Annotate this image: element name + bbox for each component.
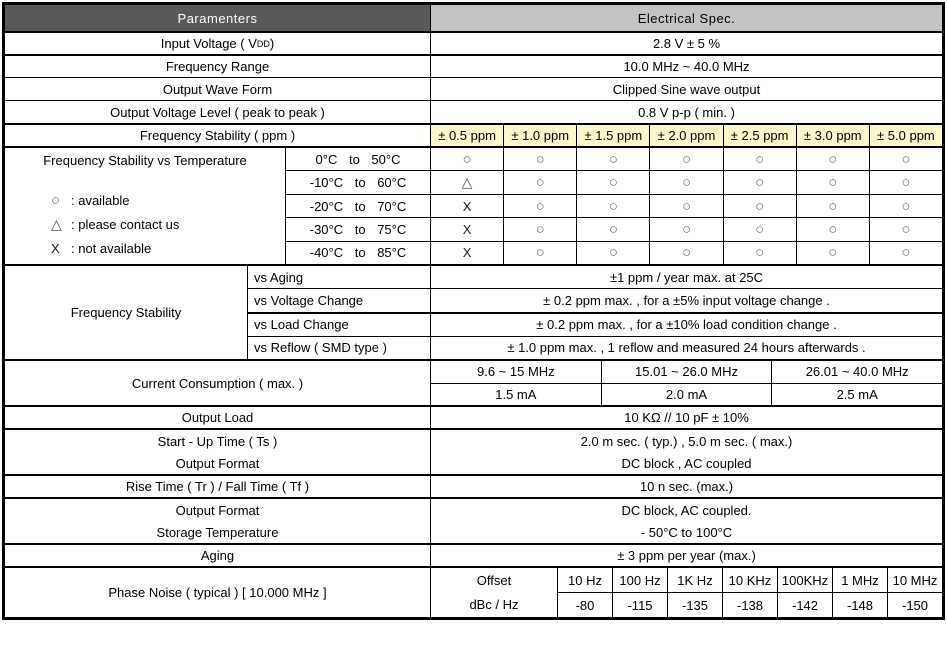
pn-column (777, 568, 832, 617)
availability-symbol: ○ (723, 195, 796, 217)
row-aging (5, 543, 942, 566)
frequency-stability-ppm-label: Frequency Stability ( ppm ) (139, 128, 296, 143)
availability-symbol: X (430, 242, 503, 264)
ppm-option-cell: ± 1.5 ppm (576, 125, 649, 146)
availability-symbol: X (430, 195, 503, 217)
input-voltage-label-close: ) (269, 36, 275, 51)
output-format-value: DC block , AC coupled (621, 455, 752, 471)
pn-offset: 100KHz (781, 572, 829, 588)
phase-noise-label: Phase Noise ( typical ) [ 10.000 MHz ] (108, 585, 327, 600)
row-input-voltage (5, 31, 942, 54)
row-output-voltage-level (5, 100, 942, 123)
fs-sub-value: ±1 ppm / year max. at 25C (430, 266, 942, 288)
availability-symbol: ○ (723, 148, 796, 170)
fs-sub-label: vs Aging (254, 269, 304, 285)
pn-offset: 10 Hz (568, 572, 602, 588)
pn-offset: 10 MHz (892, 572, 938, 588)
availability-symbol: ○ (796, 171, 869, 193)
output-format-label: Output Format (175, 455, 260, 471)
availability-symbol: ○ (869, 242, 942, 264)
ppm-option-cell: ± 0.5 ppm (430, 125, 503, 146)
availability-symbol: ○ (796, 242, 869, 264)
legend-text: : not available (71, 240, 152, 256)
triangle-symbol-icon: △ (51, 215, 62, 232)
frequency-stability-grid (247, 266, 942, 359)
temp-range: -40°C to 85°C (309, 245, 407, 261)
rise-fall-time-value: 10 n sec. (max.) (430, 476, 942, 497)
legend-item-not-available (51, 236, 285, 260)
output-format-storage-labels (5, 499, 430, 543)
output-voltage-level-value: 0.8 V p-p ( min. ) (430, 101, 942, 123)
temperature-availability-grid (285, 148, 942, 264)
output-format-value: DC block, AC coupled. (621, 502, 752, 518)
cc-column (601, 361, 772, 405)
spec-table (2, 2, 945, 620)
startup-time-value: 2.0 m sec. ( typ.) , 5.0 m sec. ( max.) (580, 433, 793, 449)
temp-grid-row (286, 241, 942, 264)
output-wave-form-value: Clipped Sine wave output (430, 78, 942, 100)
pn-column (832, 568, 887, 617)
pn-value: -148 (833, 592, 887, 617)
row-output-wave-form (5, 77, 942, 100)
section-phase-noise (5, 566, 942, 617)
fs-sub-label: vs Load Change (254, 317, 349, 333)
output-load-label: Output Load (181, 410, 254, 425)
pn-offset: 100 Hz (619, 572, 661, 588)
availability-symbol: ○ (503, 171, 576, 193)
fs-sub-value: ± 0.2 ppm max. , for a ±5% input voltage change . (430, 289, 942, 311)
row-output-load (5, 405, 942, 428)
pn-value: -80 (558, 592, 612, 617)
x-symbol-icon: X (51, 240, 60, 256)
availability-symbol: ○ (869, 195, 942, 217)
row-frequency-stability-ppm (5, 123, 942, 146)
cc-column (771, 361, 942, 405)
rise-fall-time-label: Rise Time ( Tr ) / Fall Time ( Tf ) (125, 479, 310, 494)
fs-sub-value: ± 1.0 ppm max. , 1 reflow and measured 24 hours afterwards . (430, 337, 942, 359)
section-frequency-stability (5, 264, 942, 359)
availability-symbol: ○ (503, 148, 576, 170)
cc-frequency-range: 26.01 ~ 40.0 MHz (805, 364, 909, 380)
input-voltage-label-text: Input Voltage ( V (160, 36, 257, 51)
temp-grid-row (286, 194, 942, 217)
vdd-subscript: DD (256, 38, 270, 49)
pn-column (667, 568, 722, 617)
ppm-option-cell: ± 3.0 ppm (796, 125, 869, 146)
availability-symbol: ○ (503, 242, 576, 264)
fs-row-load-change (248, 312, 942, 336)
availability-symbol: ○ (576, 148, 649, 170)
current-consumption-grid (430, 361, 942, 405)
availability-symbol: ○ (576, 242, 649, 264)
circle-symbol-icon: ○ (51, 191, 61, 209)
pn-value: -150 (888, 592, 942, 617)
availability-symbol: ○ (869, 148, 942, 170)
legend-item-available (51, 188, 285, 212)
ppm-option-cell: ± 2.5 ppm (723, 125, 796, 146)
cc-current-value: 2.0 mA (602, 383, 772, 406)
fs-row-reflow (248, 336, 942, 359)
availability-symbol: ○ (503, 195, 576, 217)
storage-temperature-value: - 50°C to 100°C (640, 524, 733, 540)
fs-row-voltage-change (248, 288, 942, 311)
availability-symbol: ○ (869, 171, 942, 193)
cc-frequency-range: 9.6 ~ 15 MHz (476, 364, 555, 380)
input-voltage-value: 2.8 V ± 5 % (430, 33, 942, 54)
section-current-consumption (5, 359, 942, 405)
availability-symbol: X (430, 218, 503, 240)
row-frequency-range (5, 54, 942, 77)
availability-symbol: ○ (723, 242, 796, 264)
availability-symbol: ○ (649, 171, 722, 193)
temp-range: -30°C to 75°C (309, 221, 407, 237)
legend-text: : please contact us (71, 216, 180, 232)
row-rise-fall-time (5, 474, 942, 497)
pn-column (612, 568, 667, 617)
phase-noise-grid (557, 568, 942, 617)
availability-legend (5, 188, 285, 264)
temp-range: -20°C to 70°C (309, 198, 407, 214)
availability-symbol: ○ (869, 218, 942, 240)
parameters-header: Paramenters (5, 5, 430, 31)
output-format-storage-values (430, 499, 942, 543)
cc-column (431, 361, 601, 405)
stability-vs-temperature-left-cell (5, 148, 285, 264)
pn-value: -138 (723, 592, 777, 617)
ppm-option-cell: ± 1.0 ppm (503, 125, 576, 146)
input-voltage-label (5, 33, 430, 54)
section-startup-time (5, 428, 942, 474)
storage-temperature-label: Storage Temperature (156, 524, 279, 540)
temp-range: -10°C to 60°C (309, 175, 407, 191)
temp-grid-row (286, 148, 942, 170)
availability-symbol: ○ (723, 171, 796, 193)
availability-symbol: ○ (649, 195, 722, 217)
pn-column (558, 568, 612, 617)
availability-symbol: ○ (576, 218, 649, 240)
header-row (5, 5, 942, 31)
availability-symbol: ○ (796, 148, 869, 170)
pn-offset: 1 MHz (841, 572, 879, 588)
temp-range: 0°C to 50°C (315, 151, 401, 167)
frequency-stability-label: Frequency Stability (70, 305, 182, 320)
section-output-format-storage (5, 497, 942, 543)
temp-grid-row (286, 217, 942, 240)
cc-current-value: 2.5 mA (772, 383, 942, 406)
fs-row-aging (248, 266, 942, 288)
legend-item-contact (51, 212, 285, 236)
output-voltage-level-label: Output Voltage Level ( peak to peak ) (110, 104, 325, 120)
fs-sub-value: ± 0.2 ppm max. , for a ±10% load condition change . (430, 314, 942, 336)
pn-value: -135 (668, 592, 722, 617)
offset-row-label: Offset (476, 572, 512, 588)
fs-sub-label: vs Reflow ( SMD type ) (254, 340, 387, 356)
stability-vs-temperature-title: Frequency Stability vs Temperature (43, 153, 247, 168)
cc-frequency-range: 15.01 ~ 26.0 MHz (635, 364, 738, 380)
fs-sub-label: vs Voltage Change (254, 292, 364, 308)
pn-value: -142 (778, 592, 832, 617)
availability-symbol: ○ (649, 148, 722, 170)
pn-column (722, 568, 777, 617)
temp-grid-row (286, 170, 942, 193)
legend-text: : available (71, 192, 130, 208)
dbc-row-label: dBc / Hz (469, 597, 519, 613)
pn-column (887, 568, 942, 617)
availability-symbol: ○ (796, 195, 869, 217)
availability-symbol: ○ (796, 218, 869, 240)
availability-symbol: ○ (576, 195, 649, 217)
availability-symbol: ○ (503, 218, 576, 240)
availability-symbol: ○ (649, 242, 722, 264)
section-stability-vs-temperature (5, 146, 942, 264)
startup-time-label: Start - Up Time ( Ts ) (157, 433, 278, 449)
availability-symbol: ○ (576, 171, 649, 193)
aging-value: ± 3 ppm per year (max.) (430, 545, 942, 566)
ppm-option-cell: ± 5.0 ppm (869, 125, 942, 146)
electrical-spec-header: Electrical Spec. (430, 5, 942, 31)
frequency-range-value: 10.0 MHz ~ 40.0 MHz (430, 56, 942, 77)
frequency-range-label: Frequency Range (165, 59, 270, 74)
aging-label: Aging (200, 548, 235, 563)
startup-labels (5, 430, 430, 474)
availability-symbol: ○ (723, 218, 796, 240)
phase-noise-row-labels (430, 568, 557, 617)
availability-symbol: ○ (649, 218, 722, 240)
output-format-label: Output Format (175, 502, 260, 518)
output-wave-form-label: Output Wave Form (162, 81, 273, 97)
pn-offset: 10 KHz (728, 572, 772, 588)
output-load-value: 10 KΩ // 10 pF ± 10% (430, 407, 942, 428)
pn-value: -115 (613, 592, 667, 617)
current-consumption-label: Current Consumption ( max. ) (131, 375, 304, 391)
cc-current-value: 1.5 mA (431, 383, 601, 406)
availability-symbol: △ (430, 171, 503, 193)
startup-values (430, 430, 942, 474)
pn-offset: 1K Hz (677, 572, 713, 588)
ppm-option-cell: ± 2.0 ppm (649, 125, 722, 146)
availability-symbol: ○ (430, 148, 503, 170)
